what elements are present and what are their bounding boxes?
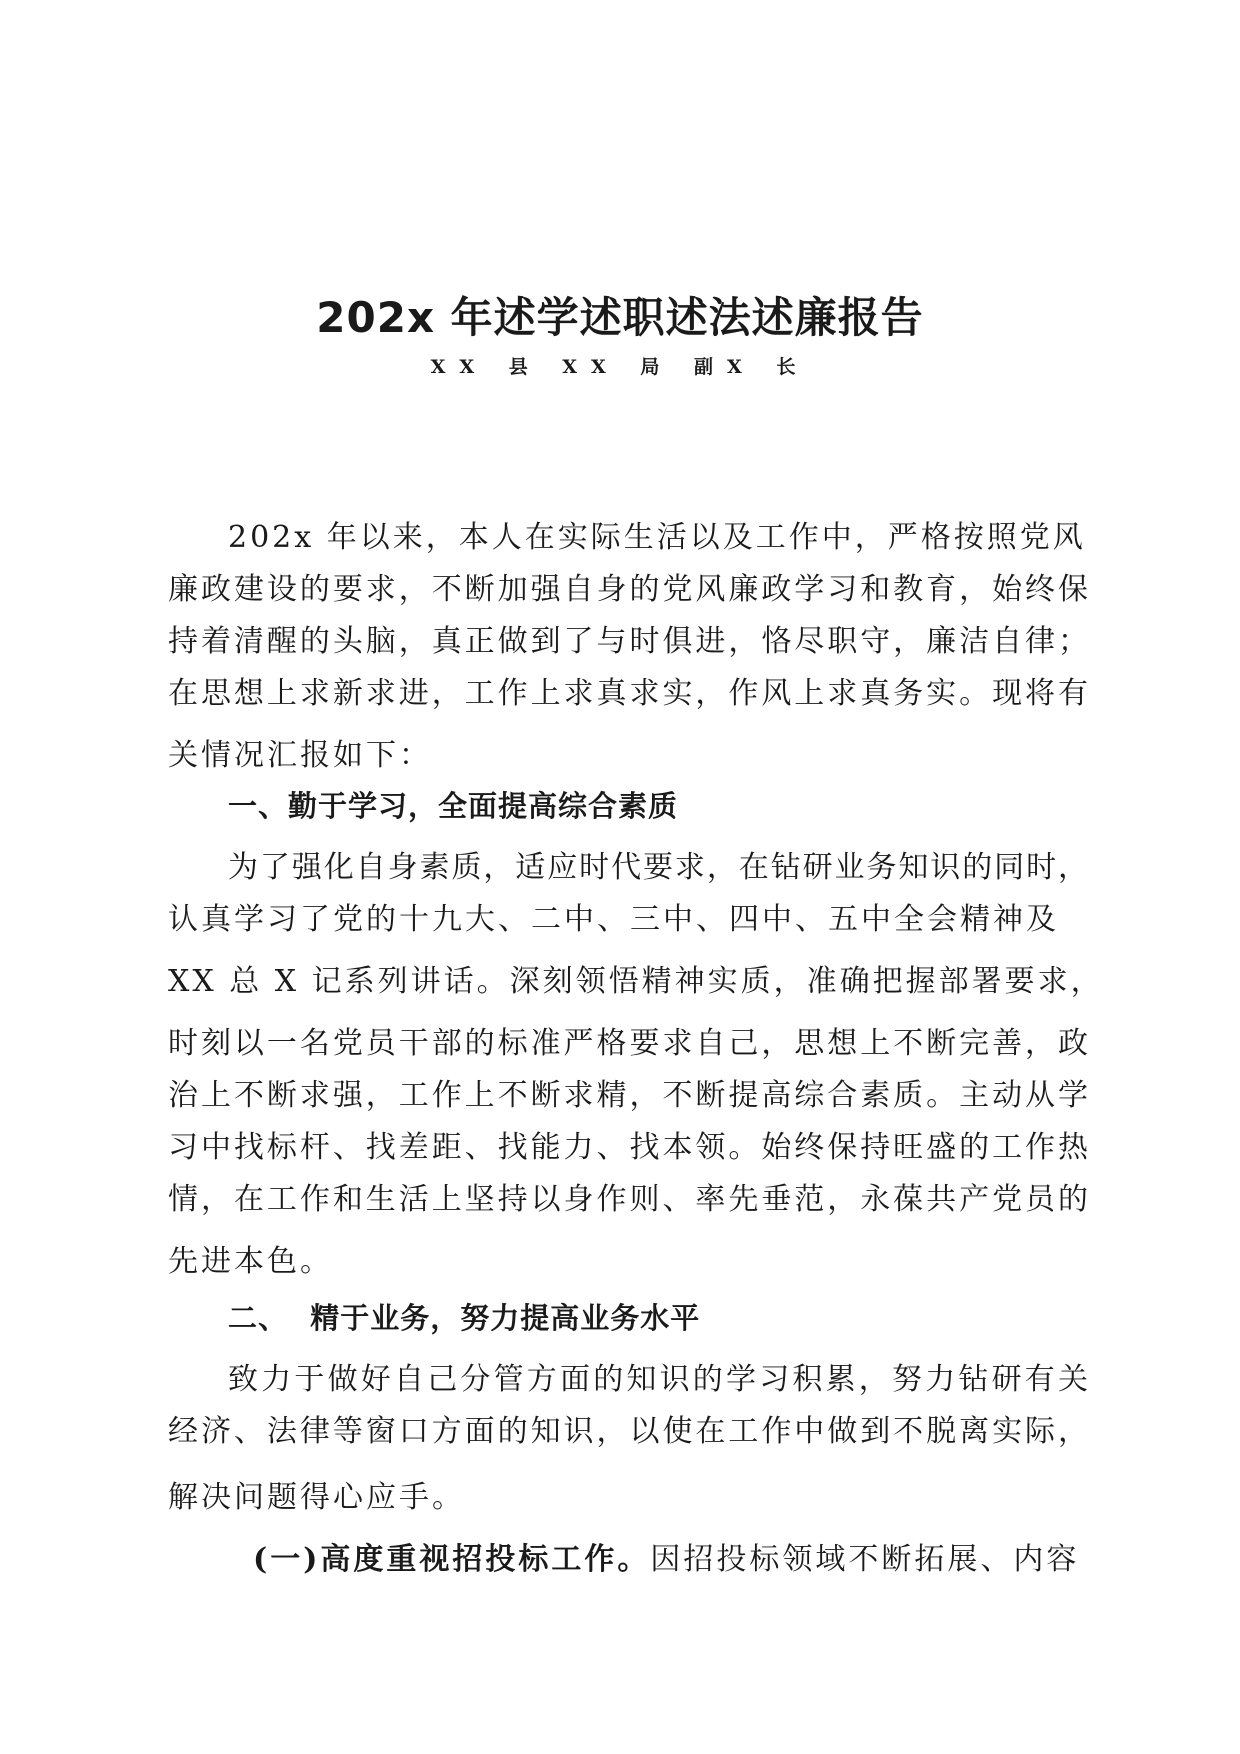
paragraph-line: XX 总 X 记系列讲话。深刻领悟精神实质，准确把握部署要求， bbox=[168, 964, 1104, 999]
author-line: XX 县 XX 局 副X 长 bbox=[430, 356, 810, 378]
paragraph-line: 关情况汇报如下： bbox=[168, 738, 432, 773]
section-heading: 一、勤于学习，全面提高综合素质 bbox=[228, 789, 679, 823]
section-heading: 二、 精于业务，努力提高业务水平 bbox=[228, 1301, 701, 1335]
subsection-line bbox=[168, 1540, 1088, 1580]
paragraph-line: 情，在工作和生活上坚持以身作则、率先垂范，永葆共产党员的 bbox=[168, 1182, 1088, 1217]
paragraph-line: 为了强化自身素质，适应时代要求，在钻研业务知识的同时， bbox=[228, 850, 1088, 885]
paragraph-line: 认真学习了党的十九大、二中、三中、四中、五中全会精神及 bbox=[168, 902, 1059, 937]
paragraph-line: 持着清醒的头脑，真正做到了与时俱进，恪尽职守，廉洁自律； bbox=[168, 624, 1088, 659]
paragraph-line: 先进本色。 bbox=[168, 1244, 333, 1279]
paragraph-line: 廉政建设的要求，不断加强自身的党风廉政学习和教育，始终保 bbox=[168, 572, 1088, 607]
paragraph-line: 治上不断求强，工作上不断求精，不断提高综合素质。主动从学 bbox=[168, 1078, 1088, 1113]
paragraph-line: 经济、法律等窗口方面的知识，以使在工作中做到不脱离实际， bbox=[168, 1414, 1088, 1449]
paragraph-line: 时刻以一名党员干部的标准严格要求自己，思想上不断完善，政 bbox=[168, 1026, 1088, 1061]
paragraph-line: 习中找标杆、找差距、找能力、找本领。始终保持旺盛的工作热 bbox=[168, 1130, 1088, 1165]
paragraph-line: 202x 年以来，本人在实际生活以及工作中，严格按照党风 bbox=[228, 520, 1086, 555]
subsection-text: 因招投标领域不断拓展、内容 bbox=[650, 1542, 1080, 1577]
subsection-heading: (一)高度重视招投标工作。 bbox=[253, 1542, 651, 1577]
document-title: 202x 年述学述职述法述廉报告 bbox=[316, 293, 924, 342]
paragraph-line: 致力于做好自己分管方面的知识的学习积累，努力钻研有关 bbox=[228, 1362, 1088, 1397]
paragraph-line: 在思想上求新求进，工作上求真求实，作风上求真务实。现将有 bbox=[168, 676, 1088, 711]
paragraph-line: 解决问题得心应手。 bbox=[168, 1480, 465, 1515]
